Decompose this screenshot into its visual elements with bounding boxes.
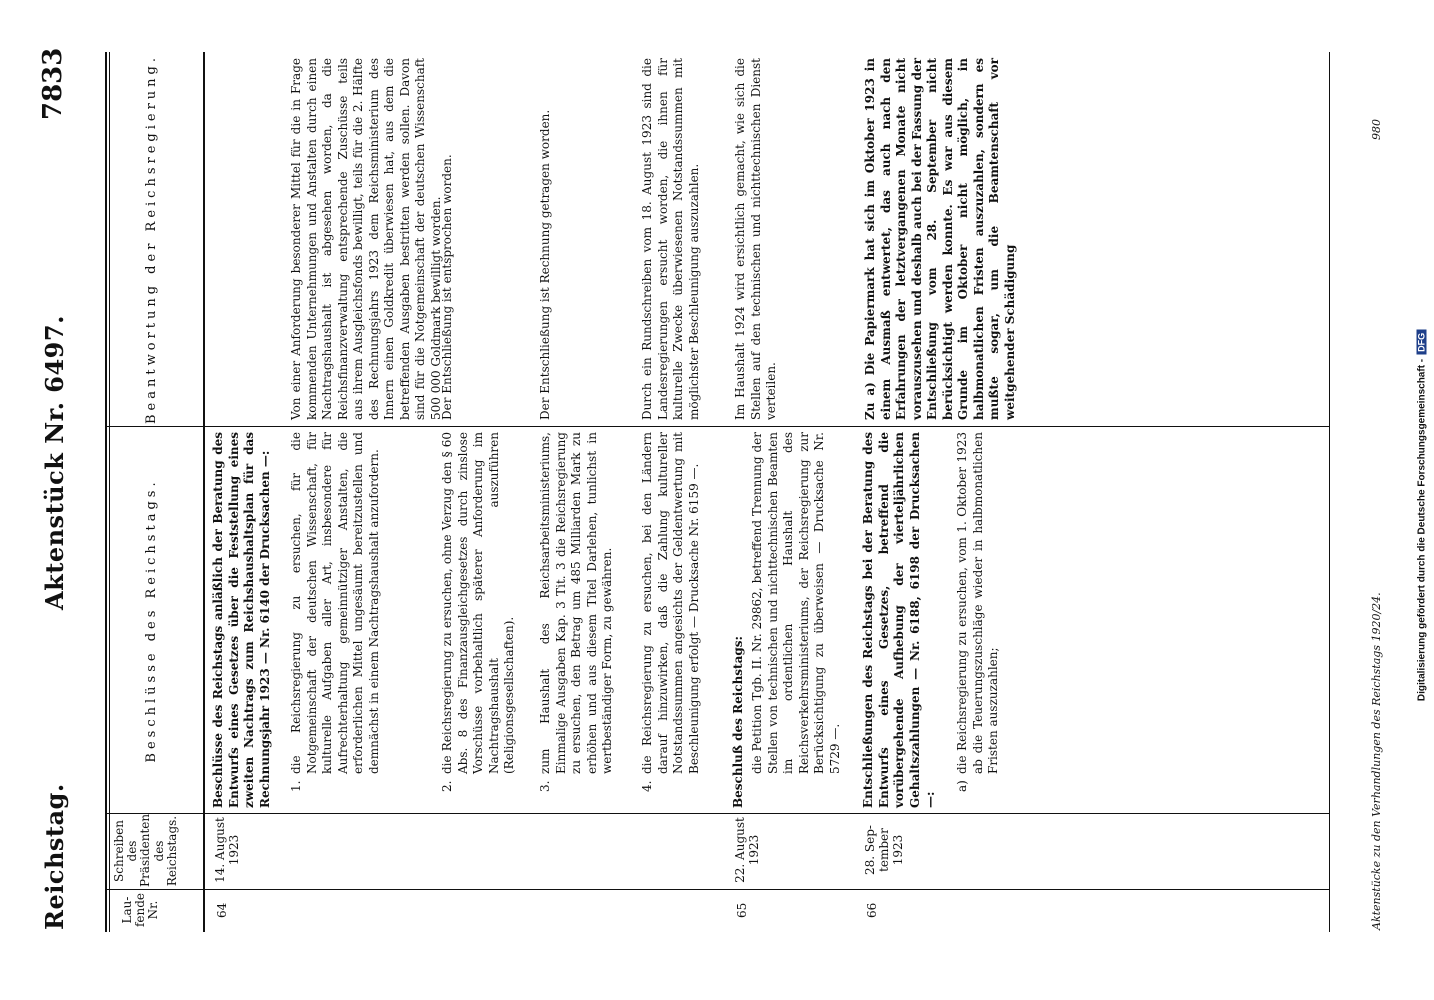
resolutions-table	[105, 52, 1330, 932]
dfg-logo: DFG	[1417, 330, 1427, 355]
top-rule	[105, 52, 107, 932]
item-answer: Von einer Anforderung besonderer Mittel für die in Frage kommenden Unternehmungen und Anstalten durch einen Nachtragshaushalt ist abgesehen worden, da die Reichsfinanzverwaltung entsprechende Zuschüsse teils aus ihrem Ausgleichsfonds bewilligt, teils für die 2. Hälfte des Rechnungsjahrs 1923 dem Reichsministerium des Innern einen Goldkredit überwiesen hat, aus dem die betreffenden Ausgaben bestritten werden sollen. Davon sind für die Notgemeinschaft der deutschen Wissenschaft 500 000 Goldmark bewilligt worden.	[289, 58, 443, 420]
item-label: 1.	[289, 780, 303, 792]
col-header-beschluesse: Beschlüsse des Reichstags.	[144, 478, 159, 763]
col-header-beantwortung: Beantwortung der Reichsregierung.	[144, 53, 159, 424]
item-answer: Durch ein Rundschreiben vom 18. August 1923 sind die Landesregierungen ersucht worden, die ihnen für kulturelle Zwecke überwiesenen Notstandssummen mit möglichster Beschleunigung auszuzahlen.	[640, 58, 701, 420]
col-header-nr: Lau- fende Nr.	[120, 892, 161, 928]
item-label: 3.	[538, 780, 552, 792]
item-label: a)	[955, 780, 969, 792]
item-label: 2.	[440, 780, 454, 792]
item-answer: Im Haushalt 1924 wird ersichtlich gemacht, wie sich die Stellen auf den technischen und nichttechnischen Dienst verteilen.	[733, 58, 778, 420]
item-text: zum Haushalt des Reichsarbeitsministeriums, Einmalige Ausgaben Kap. 3 Tit. 3 die Reichsregierung zu ersuchen, den Betrag um 485 Milliarden Mark zu erhöhen und aus diesem Titel Darlehen, tunlichst in wertbeständiger Form, zu gewähren.	[538, 432, 614, 774]
row-nr: 64	[215, 902, 229, 918]
row-date: 14. August 1923	[213, 817, 241, 883]
item-answer: Der Entschließung ist entsprochen worden.	[440, 154, 454, 420]
col-divider-2	[105, 813, 1330, 814]
item-answer: Der Entschließung ist Rechnung getragen worden.	[538, 109, 552, 420]
col-divider-1	[105, 889, 1330, 890]
header-rule	[203, 52, 205, 932]
digitization-note	[1412, 10, 1430, 990]
header-left: Reichstag.	[40, 783, 69, 930]
footer-left: Aktenstücke zu den Verhandlungen des Reichstags 1920/24.	[1370, 592, 1383, 930]
top-rule-thin	[109, 52, 110, 932]
col-header-schreiben: Schreiben des Präsidenten des Reichstags.	[112, 813, 179, 887]
row-intro: Beschluß des Reichstags:	[731, 636, 745, 808]
footer-page-code: 980	[1370, 119, 1383, 140]
row-date: 22. August 1923	[733, 817, 761, 883]
header-center: Aktenstück Nr. 6497.	[40, 315, 69, 610]
item-text: die Reichsregierung zu ersuchen, ohne Verzug den § 60 Abs. 8 des Finanzausgleichgesetzes durch zinslose Vorschüsse vorbehaltlich späterer Anforderung im Nachtragshaushalt auszuführen (Religionsgesellschaften).	[440, 432, 516, 774]
row-date: 28. Sep- tember 1923	[863, 825, 905, 875]
item-label: 4.	[640, 780, 654, 792]
col-divider-3	[105, 426, 1330, 427]
item-answer: Zu a) Die Papiermark hat sich im Oktober 1923 in einem Ausmaß entwertet, das auch nach den Erfahrungen der letztvergangenen Monate nicht vorauszusehen und deshalb auch bei der Fassung der Entschließung vom 28. September nicht berücksichtigt werden konnte. Es war aus diesem Grunde im Oktober nicht möglich, in halbmonatlichen Fristen auszuzahlen, sondern es mußte sogar, um die Beamtenschaft vor weitgehender Schädigung	[863, 58, 1017, 420]
bottom-rule	[1329, 52, 1330, 932]
row-intro: Beschlüsse des Reichstags anläßlich der Beratung des Entwurfs eines Gesetzes über die Feststellung eines zweiten Nachtrags zum Reichshaushaltsplan für das Rechnungsjahr 1923 — Nr. 6140 der Drucksachen —:	[211, 432, 272, 808]
row-nr: 65	[735, 902, 749, 918]
row-intro: Entschließungen des Reichstags bei der Beratung des Entwurfs eines Gesetzes, betreffend die vorübergehende Aufhebung der vierteljährlichen Gehaltszahlungen — Nr. 6188, 6198 der Drucksachen —:	[861, 432, 937, 808]
item-text: die Petition Tgb. II. Nr. 29862, betreffend Trennung der Stellen von technischen und nichttechnischen Beamten im ordentlichen Haushalt des Reichsverkehrsministeriums, der Reichsregierung zur Berücksichtigung zu überweisen — Drucksache Nr. 5729 —.	[750, 432, 842, 774]
digitization-text: Digitalisierung gefördert durch die Deutsche Forschungsgemeinschaft -	[1416, 358, 1428, 702]
item-text: die Reichsregierung zu ersuchen, vom 1. Oktober 1923 ab die Teuerungszuschläge wieder in halbmonatlichen Fristen auszuzahlen;	[955, 432, 1000, 774]
item-text: die Reichsregierung zu ersuchen, für die Notgemeinschaft der deutschen Wissenschaft, für kulturelle Aufgaben aller Art, insbesondere für Aufrechterhaltung gemeinnütziger Anstalten, die erforderlichen Mittel ungesäumt bereitzustellen und demnächst in einem Nachtragshaushalt anzufordern.	[289, 432, 381, 774]
row-nr: 66	[865, 902, 879, 918]
item-text: die Reichsregierung zu ersuchen, bei den Ländern darauf hinzuwirken, daß die Zahlung kultureller Notstandssummen angesichts der Geldentwertung mit Beschleunigung erfolgt — Drucksache Nr. 6159 —.	[640, 432, 701, 774]
page-number: 7833	[38, 47, 68, 120]
